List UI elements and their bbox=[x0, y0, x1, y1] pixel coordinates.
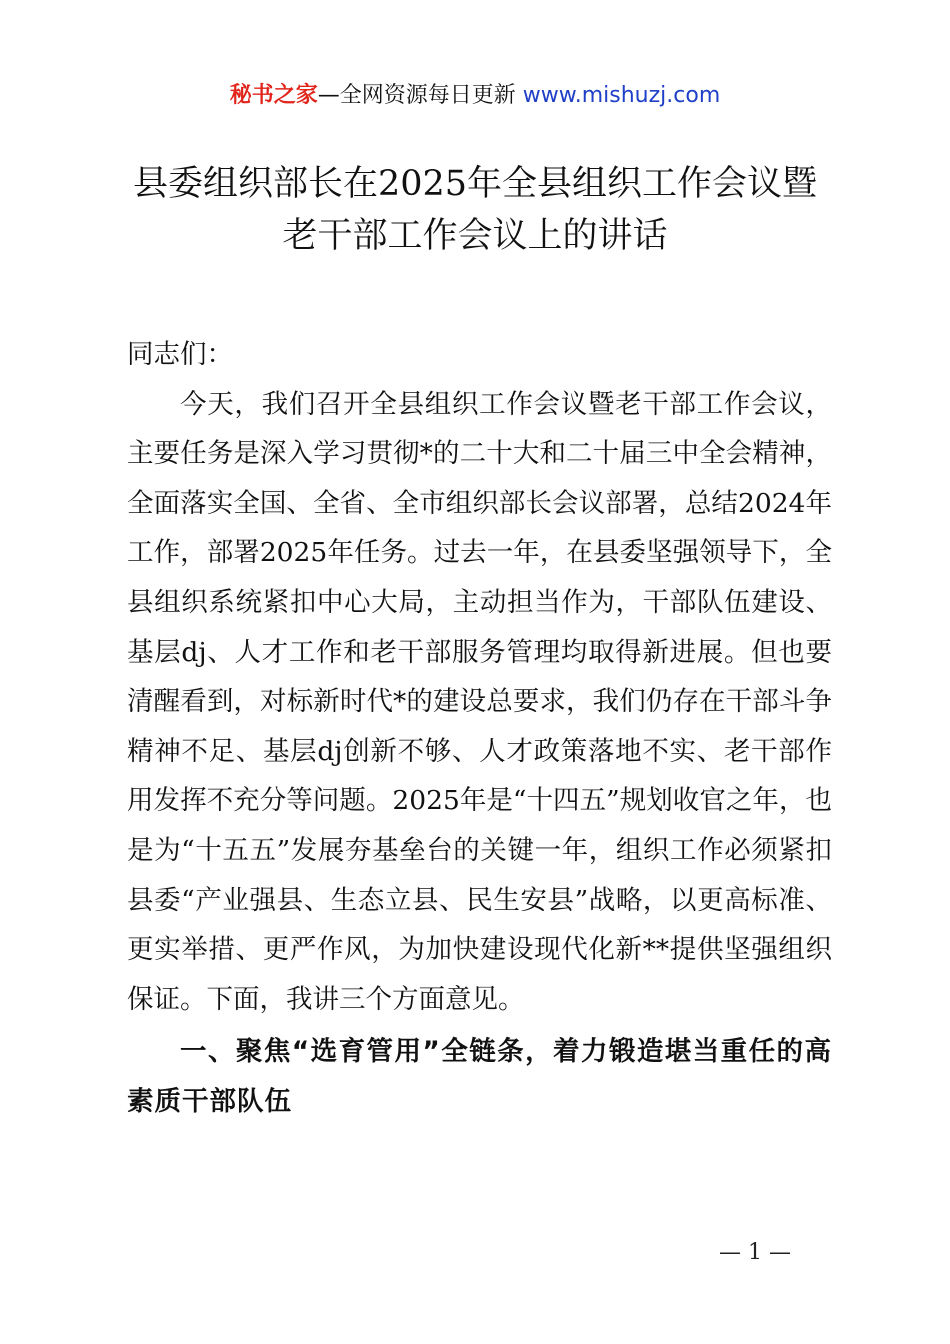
section-heading: 一、聚焦“选育管用”全链条，着力锻造堪当重任的高素质干部队伍 bbox=[127, 1036, 832, 1117]
title-line-2: 老干部工作会议上的讲话 bbox=[282, 216, 668, 256]
document-title bbox=[100, 158, 850, 262]
body-paragraph: 今天，我们召开全县组织工作会议暨老干部工作会议，主要任务是深入学习贯彻*的二十大和二十届三中全会精神，全面落实全国、全省、全市组织部长会议部署，总结2024年工作，部署2025年任务。过去一年，在县委坚强领导下，全县组织系统紧扣中心大局，主动担当作为，干部队伍建设、基层dj、人才工作和老干部服务管理均取得新进展。但也要清醒看到，对标新时代*的建设总要求，我们仍存在干部斗争精神不足、基层dj创新不够、人才政策落地不实、老干部作用发挥不充分等问题。2025年是“十四五”规划收官之年，也是为“十五五”发展夯基垒台的关键一年，组织工作必须紧扣县委“产业强县、生态立县、民生安县”战略，以更高标准、更实举措、更严作风，为加快建设现代化新**提供坚强组织保证。下面，我讲三个方面意见。 bbox=[127, 388, 832, 1015]
site-banner bbox=[0, 80, 950, 112]
title-line-1: 县委组织部长在2025年全县组织工作会议暨 bbox=[132, 164, 818, 204]
page-number: — 1 — bbox=[719, 1240, 791, 1265]
salutation: 同志们： bbox=[127, 339, 233, 370]
site-name: 秘书之家 bbox=[229, 83, 318, 108]
site-url-link[interactable]: www.mishuzj.com bbox=[522, 83, 721, 108]
document-body bbox=[127, 330, 832, 1127]
site-tagline: —全网资源每日更新 bbox=[317, 83, 516, 108]
